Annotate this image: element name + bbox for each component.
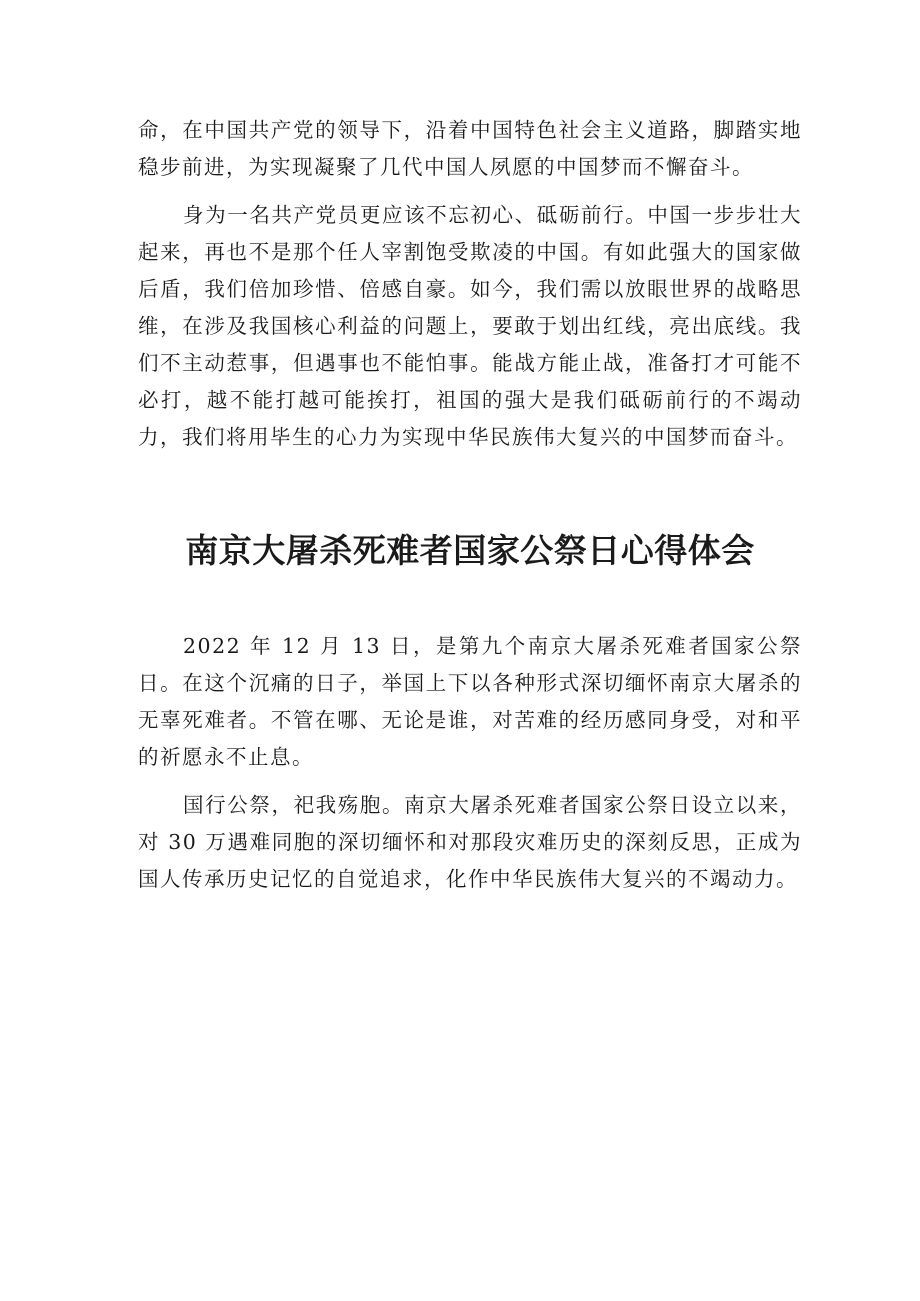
article-title: 南京大屠杀死难者国家公祭日心得体会 — [185, 531, 755, 570]
paragraph-party-member: 身为一名共产党员更应该不忘初心、砥砺前行。中国一步步壮大起来，再也不是那个任人宰割饱受欺凌的中国。有如此强大的国家做后盾，我们倍加珍惜、倍感自豪。如今，我们需以放眼世界的战略思维，在涉及我国核心利益的问题上，要敢于划出红线，亮出底线。我们不主动惹事，但遇事也不能怕事。能战方能止战，准备打才可能不必打，越不能打越可能挨打，祖国的强大是我们砥砺前行的不竭动力，我们将用毕生的心力为实现中华民族伟大复兴的中国梦而奋斗。 — [138, 203, 802, 449]
paragraph-continuation: 命，在中国共产党的领导下，沿着中国特色社会主义道路，脚踏实地稳步前进，为实现凝聚了几代中国人夙愿的中国梦而不懈奋斗。 — [138, 118, 802, 179]
document-body — [138, 112, 802, 898]
paragraph-memorial-day: 2022 年 12 月 13 日，是第九个南京大屠杀死难者国家公祭日。在这个沉痛的日子，举国上下以各种形式深切缅怀南京大屠杀的无辜死难者。不管在哪、无论是谁，对苦难的经历感同身受，对和平的祈愿永不止息。 — [138, 634, 802, 769]
paragraph-national-memorial: 国行公祭，祀我殇胞。南京大屠杀死难者国家公祭日设立以来，对 30 万遇难同胞的深切缅怀和对那段灾难历史的深刻反思，正成为国人传承历史记忆的自觉追求，化作中华民族伟大复兴的不竭动力。 — [138, 793, 802, 891]
